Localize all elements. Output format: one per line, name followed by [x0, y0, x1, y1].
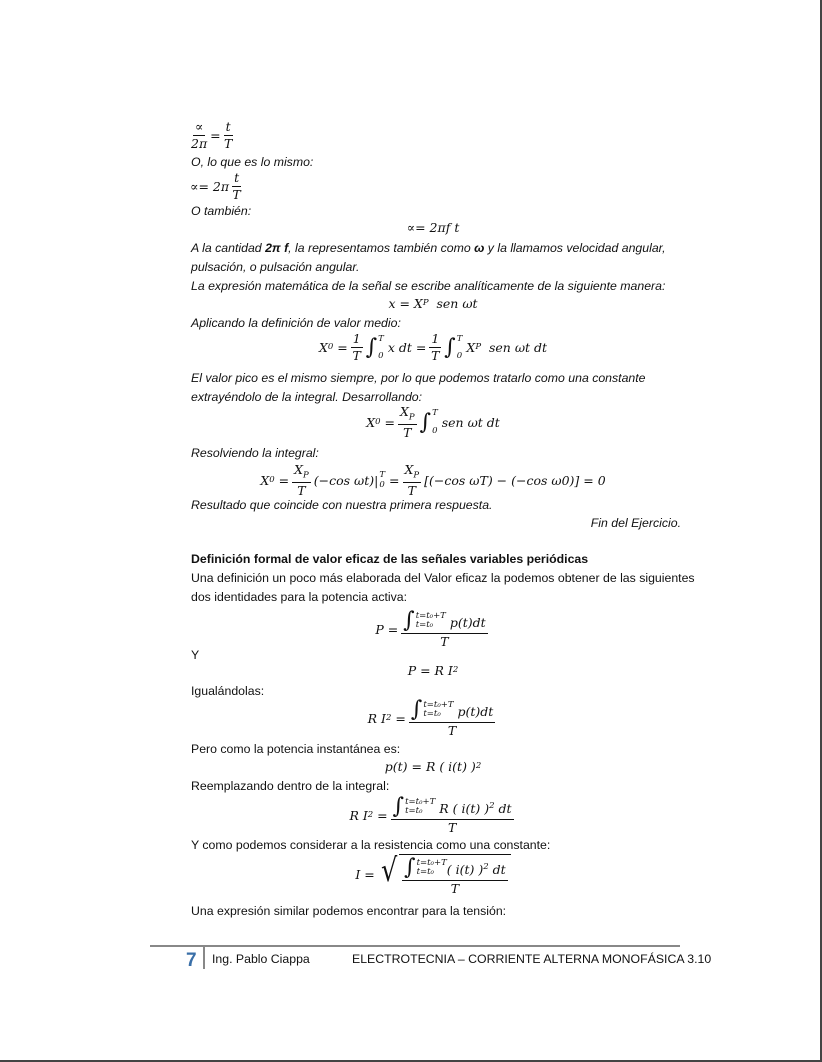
text-line: Pero como la potencia instantánea es: — [191, 742, 401, 756]
formula-signal: x = X P sen ωt — [388, 296, 478, 311]
formula-mean-developed: X 0 = $\frac{X_P}{T}$ ∫ T 0 sen ωt dt — [366, 404, 500, 441]
footer-author: Ing. Pablo Ciappa — [212, 952, 310, 966]
formula-mean-result: X 0 = $\frac{X_P}{T}$ (−cos ωt)| T 0 = $\frac{X_P}{T}$ [(−cos ωT) − (−cos ω0)] = 0 — [260, 462, 606, 499]
text-line: Y como podemos considerar a la resistencia como una constante: — [191, 838, 551, 852]
text-line: Una definición un poco más elaborada del Valor eficaz la podemos obtener de las siguientes — [191, 571, 695, 585]
text-line: Aplicando la definición de valor medio: — [191, 316, 401, 330]
text-line: extrayéndolo de la integral. Desarrollando: — [191, 390, 423, 404]
text-line: Reemplazando dentro de la integral: — [191, 779, 390, 793]
text-line: dos identidades para la potencia activa: — [191, 590, 408, 604]
text-line: O, lo que es lo mismo: — [191, 155, 314, 169]
section-heading: Definición formal de valor eficaz de las señales variables periódicas — [191, 552, 589, 566]
text-line: Igualándolas: — [191, 684, 265, 698]
text-line: Y — [191, 648, 200, 662]
text-line: Una expresión similar podemos encontrar para la tensión: — [191, 904, 507, 918]
formula-instant-power: p(t) = R ( i(t) ) 2 — [384, 759, 482, 774]
end-of-exercise: Fin del Ejercicio. — [590, 516, 681, 530]
footer-divider — [150, 945, 680, 947]
formula-replaced: R I 2 = ∫ t=t₀+T t=t₀ R ( i(t) )$^2$ dt T — [349, 794, 512, 835]
footer-separator — [203, 947, 205, 969]
formula-equated: R I 2 = ∫ t=t₀+T t=t₀ p(t)dt T — [367, 697, 494, 738]
formula-alpha-2pift: ∝= 2πf t — [406, 220, 460, 235]
page-number: 7 — [186, 950, 197, 971]
formula-rms-current: I = √ ∫ t=t₀+T t=t₀ ( i(t) )$^2$ dt T — [0, 854, 822, 896]
text-line: O también: — [191, 204, 252, 218]
text-line: A la cantidad 2π f, la representamos también como ω y la llamamos velocidad angular, — [191, 241, 666, 255]
text-line: Resolviendo la integral: — [191, 446, 319, 460]
formula-mean-value: X 0 = $\frac{1}{T}$ ∫ T 0 x dt = $\frac{1}{T}$ ∫ T 0 X P sen ωt dt — [318, 331, 548, 364]
formula-alpha: ∝= 2π $\frac{t}{T}$ — [190, 170, 241, 203]
text-line: pulsación, o pulsación angular. — [191, 260, 360, 274]
formula-alpha-ratio: $\frac{\propto}{2\pi}$ = $\frac{t}{T}$ — [191, 119, 233, 152]
footer-title: ELECTROTECNIA – CORRIENTE ALTERNA MONOFÁSICA 3.10 — [352, 952, 712, 966]
text-line: Resultado que coincide con nuestra primera respuesta. — [191, 498, 493, 512]
text-line: La expresión matemática de la señal se escribe analíticamente de la siguiente manera: — [191, 279, 666, 293]
text-line: El valor pico es el mismo siempre, por lo que podemos tratarlo como una constante — [191, 371, 646, 385]
formula-power-ri2: P = R I 2 — [407, 663, 459, 678]
formula-power-integral: P = ∫ t=t₀+T t=t₀ p(t)dt T — [375, 608, 486, 649]
